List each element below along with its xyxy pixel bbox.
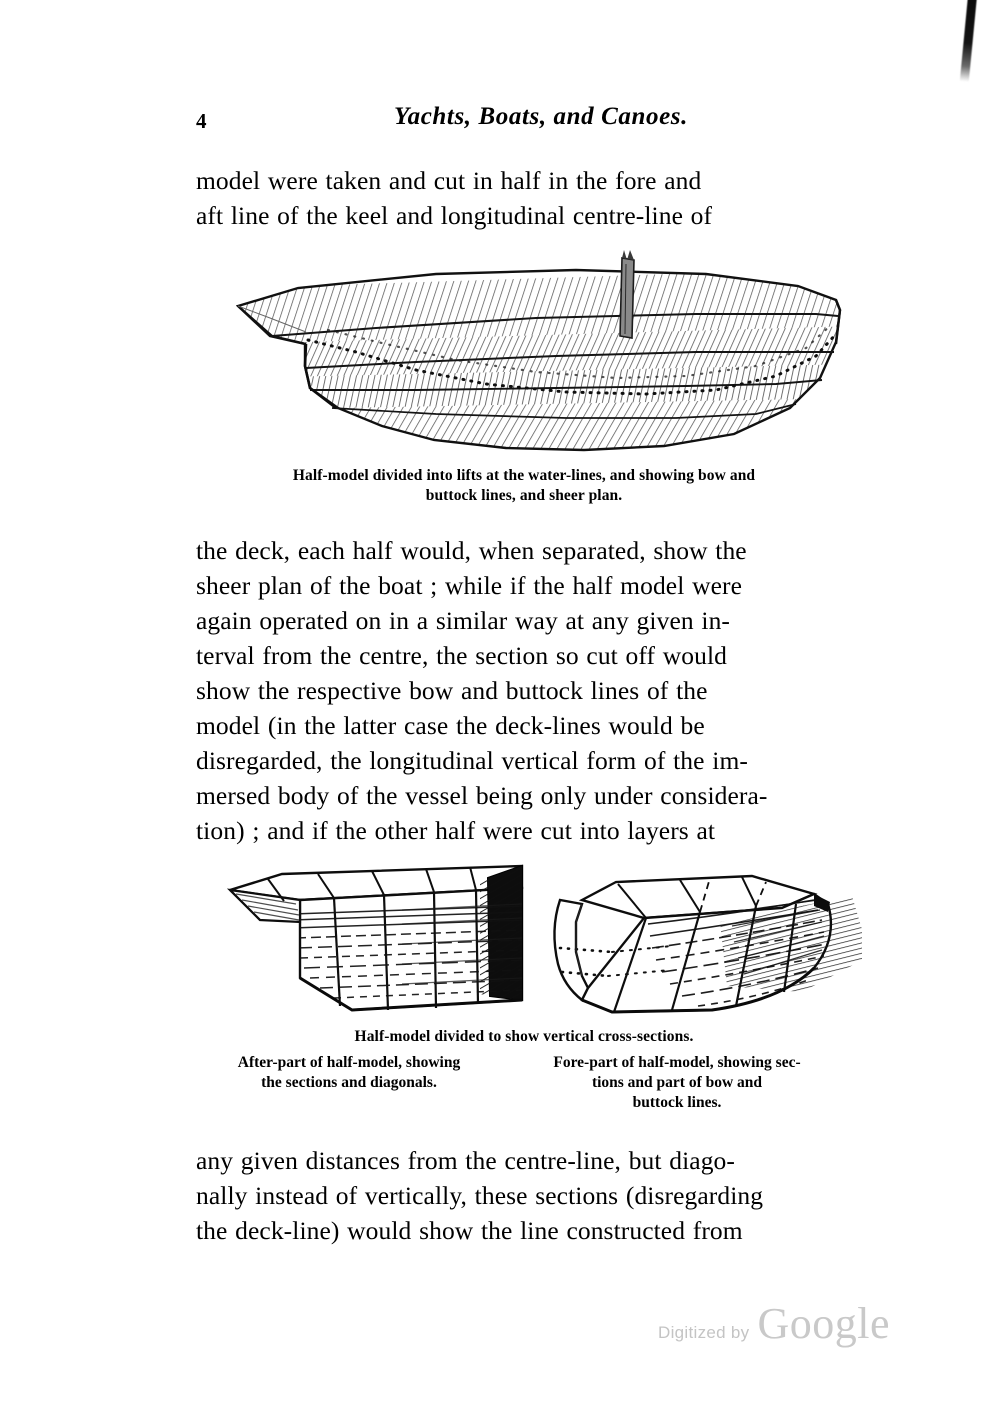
text-line: model (in the latter case the deck-lines would be (196, 711, 705, 740)
text-line: the deck, each half would, when separated, show the (196, 536, 747, 565)
caption-line: the sections and diagonals. (261, 1074, 437, 1091)
mast-stub (620, 250, 634, 338)
figure-one-caption (194, 466, 854, 506)
caption-line: Half-model divided to show vertical cross-sections. (354, 1028, 694, 1045)
caption-line: Fore-part of half-model, showing sec- (553, 1054, 801, 1071)
watermark-brand: Google (757, 1299, 891, 1348)
text-line: show the respective bow and buttock lines of the (196, 676, 708, 705)
caption-line: buttock lines, and sheer plan. (425, 487, 623, 504)
paragraph-one (196, 163, 872, 233)
text-line: terval from the centre, the section so cut off would (196, 641, 728, 670)
page-number: 4 (196, 109, 207, 133)
text-line: model were taken and cut in half in the fore and (196, 166, 702, 195)
scan-edge-artifact (960, 0, 977, 82)
figure-half-model-lifts (236, 248, 856, 454)
caption-line: Half-model divided into lifts at the water-lines, and showing bow and (292, 467, 756, 484)
text-line: again operated on in a similar way at any given in- (196, 606, 731, 635)
text-line: disregarded, the longitudinal vertical form of the im- (196, 746, 748, 775)
fore-part-caption (512, 1053, 842, 1113)
text-line: mersed body of the vessel being only under considera- (196, 781, 768, 810)
watermark-prefix: Digitized by (658, 1323, 750, 1342)
caption-line: tions and part of bow and (591, 1074, 763, 1091)
text-line: the deck-line) would show the line constructed from (196, 1216, 743, 1245)
text-line: sheer plan of the boat ; while if the half model were (196, 571, 743, 600)
digitized-by-google-watermark (658, 1299, 891, 1348)
figure-half-model-cross-sections (222, 860, 862, 1025)
figure-two-subcaptions (194, 1053, 874, 1113)
fore-part-block (554, 876, 862, 1020)
caption-line: After-part of half-model, showing (237, 1054, 461, 1071)
caption-line: buttock lines. (632, 1094, 722, 1111)
paragraph-two (196, 533, 872, 848)
after-part-block (230, 866, 522, 1010)
text-line: aft line of the keel and longitudinal centre-line of (196, 201, 713, 230)
text-line: tion) ; and if the other half were cut into layers at (196, 816, 716, 845)
after-part-caption (194, 1053, 504, 1113)
paragraph-three (196, 1143, 872, 1248)
running-head (196, 103, 872, 137)
text-line: any given distances from the centre-line, but diago- (196, 1146, 736, 1175)
text-line: nally instead of vertically, these sections (disregarding (196, 1181, 764, 1210)
figure-two-caption (194, 1027, 854, 1047)
running-title: Yachts, Boats, and Canoes. (394, 103, 688, 130)
